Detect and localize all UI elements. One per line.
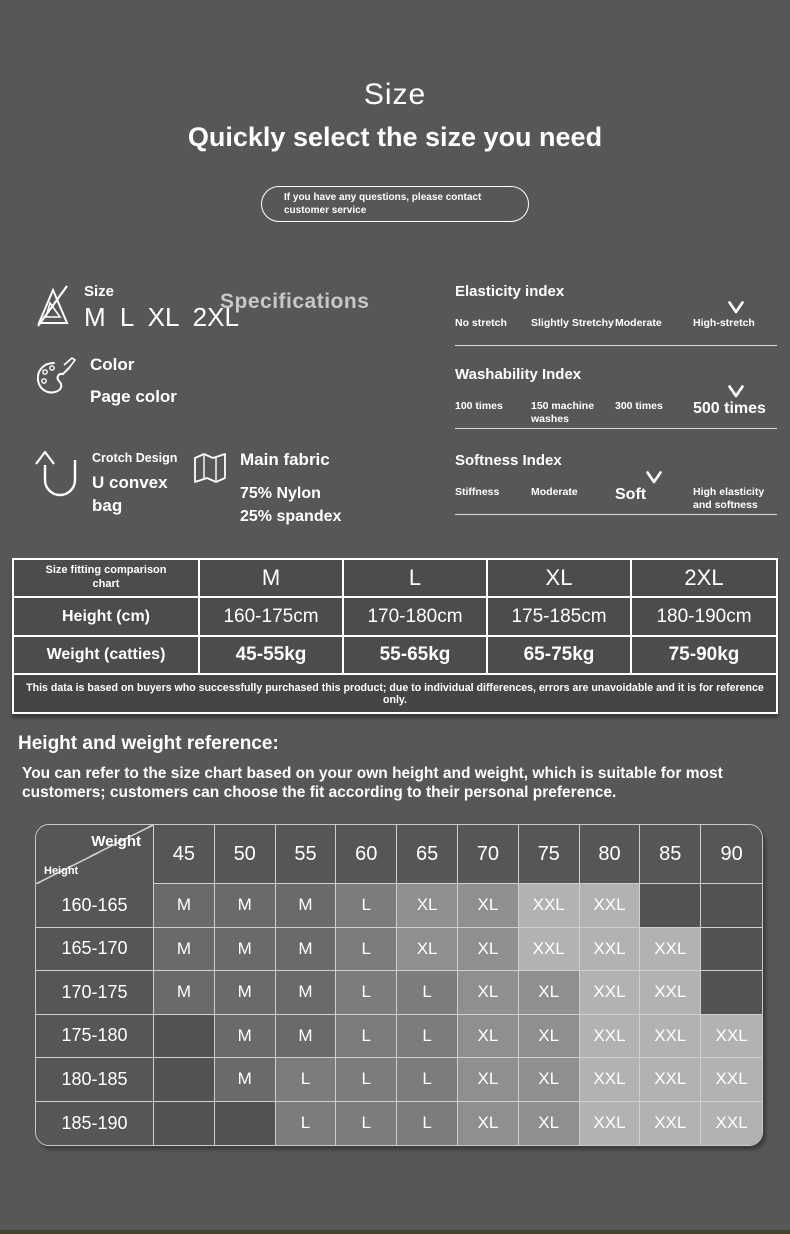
matrix-cell-empty (215, 1102, 276, 1146)
matrix-cell-xxl: XXL (640, 928, 701, 972)
contact-service-label: If you have any questions, please contact customer service (284, 192, 482, 216)
index-level-label: Stiffness (455, 486, 500, 498)
matrix-cell-m: M (276, 884, 337, 928)
matrix-corner-height: Height (44, 865, 79, 877)
comparison-weight-2xl: 75-90kg (632, 637, 776, 675)
matrix-cell-l: L (336, 884, 397, 928)
index-level (693, 470, 779, 511)
size-comparison-table (12, 558, 778, 714)
height-weight-matrix (35, 824, 763, 1146)
matrix-height-label: 175-180 (36, 1015, 154, 1059)
matrix-cell-xxl: XXL (580, 928, 641, 972)
matrix-cell-xl: XL (519, 1102, 580, 1146)
matrix-corner-weight: Weight (91, 833, 141, 850)
matrix-weight-header: 60 (336, 825, 397, 884)
index-level (531, 470, 615, 511)
index-level (455, 470, 531, 511)
index-level (531, 301, 615, 330)
matrix-cell-xxl: XXL (580, 971, 641, 1015)
comparison-height-xl: 175-185cm (488, 598, 632, 637)
index-title: Softness Index (455, 452, 562, 469)
index-level-label: No stretch (455, 317, 507, 329)
spec-crotch-value: U convex bag (92, 473, 168, 515)
matrix-cell-m: M (154, 884, 215, 928)
matrix-cell-m: M (215, 884, 276, 928)
spec-color-value: Page color (90, 387, 177, 406)
matrix-cell-l: L (336, 1102, 397, 1146)
matrix-cell-m: M (215, 1015, 276, 1059)
matrix-cell-xl: XL (458, 1058, 519, 1102)
matrix-cell-xxl: XXL (519, 928, 580, 972)
matrix-cell-empty (154, 1058, 215, 1102)
matrix-cell-xxl: XXL (640, 1102, 701, 1146)
index-level-label: High elasticity and softness (693, 486, 765, 511)
index-level-selected (615, 470, 693, 511)
matrix-cell-xxl: XXL (701, 1058, 762, 1102)
fabric-swatch-icon (192, 450, 228, 486)
reference-description: You can refer to the size chart based on your own height and weight, which is suitable for most customers; customers can choose the fit according to their personal preference. (22, 765, 723, 801)
chevron-down-icon (646, 470, 663, 489)
matrix-height-label: 180-185 (36, 1058, 154, 1102)
index-level (615, 384, 693, 425)
matrix-cell-m: M (154, 971, 215, 1015)
spec-size (36, 283, 239, 333)
index-group-elasticity-index (455, 283, 779, 363)
spec-color-label: Color (90, 355, 135, 374)
matrix-cell-xxl: XXL (701, 1102, 762, 1146)
ruler-pencil-icon (36, 283, 72, 329)
matrix-cell-xxl: XXL (640, 971, 701, 1015)
matrix-cell-empty (701, 884, 762, 928)
matrix-cell-xxl: XXL (580, 1058, 641, 1102)
index-level-label: 100 times (455, 400, 503, 412)
matrix-cell-l: L (397, 971, 458, 1015)
matrix-cell-l: L (336, 971, 397, 1015)
matrix-height-label: 160-165 (36, 884, 154, 928)
matrix-cell-l: L (336, 1058, 397, 1102)
page-subtitle: Quickly select the size you need (187, 122, 603, 152)
index-level-label: Moderate (615, 317, 662, 329)
comparison-col-2xl: 2XL (632, 560, 776, 598)
index-baseline (455, 428, 777, 429)
index-title: Washability Index (455, 366, 582, 383)
matrix-weight-header: 55 (276, 825, 337, 884)
spec-color (34, 355, 177, 407)
index-level-label: Soft (615, 486, 647, 503)
fabric-composition-1: 75% Nylon (240, 485, 321, 502)
index-level-label: Slightly Stretchy (531, 317, 614, 329)
matrix-cell-xl: XL (458, 928, 519, 972)
index-group-softness-index (455, 452, 779, 532)
contact-service-button[interactable] (261, 186, 529, 222)
matrix-cell-xxl: XXL (519, 884, 580, 928)
index-levels (455, 384, 779, 425)
comparison-corner-cell: Size fitting comparison chart (14, 560, 200, 598)
matrix-weight-header: 85 (640, 825, 701, 884)
matrix-height-label: 170-175 (36, 971, 154, 1015)
matrix-cell-xl: XL (458, 1015, 519, 1059)
index-level-selected (693, 301, 779, 330)
spec-fabric (192, 450, 341, 528)
specifications-heading: Specifications (220, 290, 370, 313)
matrix-cell-xxl: XXL (640, 1015, 701, 1059)
matrix-cell-m: M (276, 1015, 337, 1059)
chevron-down-icon (728, 384, 745, 403)
matrix-height-label: 185-190 (36, 1102, 154, 1146)
u-arrow-icon (32, 448, 80, 502)
comparison-col-xl: XL (488, 560, 632, 598)
matrix-cell-xl: XL (397, 884, 458, 928)
matrix-cell-xxl: XXL (640, 1058, 701, 1102)
matrix-cell-l: L (336, 928, 397, 972)
index-level (455, 384, 531, 425)
comparison-weight-xl: 65-75kg (488, 637, 632, 675)
comparison-height-label: Height (cm) (14, 598, 200, 637)
comparison-col-l: L (344, 560, 488, 598)
matrix-cell-l: L (397, 1015, 458, 1059)
comparison-height-m: 160-175cm (200, 598, 344, 637)
index-level (455, 301, 531, 330)
matrix-weight-header: 50 (215, 825, 276, 884)
spec-crotch-label: Crotch Design (92, 451, 178, 465)
matrix-cell-xl: XL (519, 971, 580, 1015)
matrix-cell-xxl: XXL (580, 1015, 641, 1059)
matrix-cell-empty (640, 884, 701, 928)
index-baseline (455, 514, 777, 515)
matrix-cell-m: M (276, 971, 337, 1015)
matrix-weight-header: 70 (458, 825, 519, 884)
matrix-cell-xl: XL (458, 1102, 519, 1146)
index-levels (455, 470, 779, 511)
chevron-down-icon (728, 301, 745, 318)
matrix-cell-m: M (215, 1058, 276, 1102)
matrix-weight-header: 65 (397, 825, 458, 884)
matrix-cell-m: M (215, 928, 276, 972)
spec-size-value: M L XL 2XL (84, 302, 239, 332)
index-level-selected (693, 384, 779, 425)
matrix-cell-empty (701, 928, 762, 972)
index-level-label: High-stretch (693, 317, 755, 329)
matrix-cell-xl: XL (519, 1015, 580, 1059)
matrix-height-label: 165-170 (36, 928, 154, 972)
index-level-label: 300 times (615, 400, 663, 412)
matrix-cell-xxl: XXL (701, 1015, 762, 1059)
matrix-cell-m: M (215, 971, 276, 1015)
matrix-weight-header: 75 (519, 825, 580, 884)
spec-crotch (32, 448, 187, 518)
matrix-cell-xl: XL (397, 928, 458, 972)
palette-icon (34, 355, 78, 399)
comparison-col-m: M (200, 560, 344, 598)
matrix-cell-empty (154, 1102, 215, 1146)
matrix-cell-m: M (154, 928, 215, 972)
index-level-label: 150 machine washes (531, 400, 595, 425)
comparison-weight-l: 55-65kg (344, 637, 488, 675)
index-title: Elasticity index (455, 283, 565, 300)
matrix-cell-l: L (276, 1102, 337, 1146)
index-level-label: 500 times (693, 400, 766, 417)
index-levels (455, 301, 779, 330)
spec-size-label: Size (84, 283, 115, 300)
matrix-weight-header: 90 (701, 825, 762, 884)
matrix-cell-xl: XL (458, 971, 519, 1015)
index-level (531, 384, 615, 425)
matrix-weight-header: 80 (580, 825, 641, 884)
spec-fabric-label: Main fabric (240, 450, 330, 469)
index-baseline (455, 345, 777, 346)
matrix-cell-xxl: XXL (580, 884, 641, 928)
comparison-weight-m: 45-55kg (200, 637, 344, 675)
matrix-cell-l: L (397, 1058, 458, 1102)
matrix-cell-empty (154, 1015, 215, 1059)
index-level (615, 301, 693, 330)
matrix-cell-l: L (276, 1058, 337, 1102)
index-group-washability-index (455, 366, 779, 446)
matrix-cell-xl: XL (519, 1058, 580, 1102)
comparison-disclaimer: This data is based on buyers who successfully purchased this product; due to individual differences, errors are unavoidable and it is for reference only. (14, 675, 776, 712)
comparison-height-2xl: 180-190cm (632, 598, 776, 637)
bottom-divider (0, 1230, 790, 1234)
matrix-cell-xxl: XXL (580, 1102, 641, 1146)
comparison-weight-label: Weight (catties) (14, 637, 200, 675)
matrix-cell-l: L (336, 1015, 397, 1059)
reference-heading: Height and weight reference: (18, 733, 279, 754)
comparison-height-l: 170-180cm (344, 598, 488, 637)
matrix-cell-m: M (276, 928, 337, 972)
matrix-cell-empty (701, 971, 762, 1015)
matrix-corner-cell (36, 825, 154, 884)
fabric-composition-2: 25% spandex (240, 508, 342, 526)
matrix-cell-l: L (397, 1102, 458, 1146)
page-title: Size (363, 78, 427, 111)
matrix-weight-header: 45 (154, 825, 215, 884)
matrix-cell-xl: XL (458, 884, 519, 928)
index-level-label: Moderate (531, 486, 578, 498)
